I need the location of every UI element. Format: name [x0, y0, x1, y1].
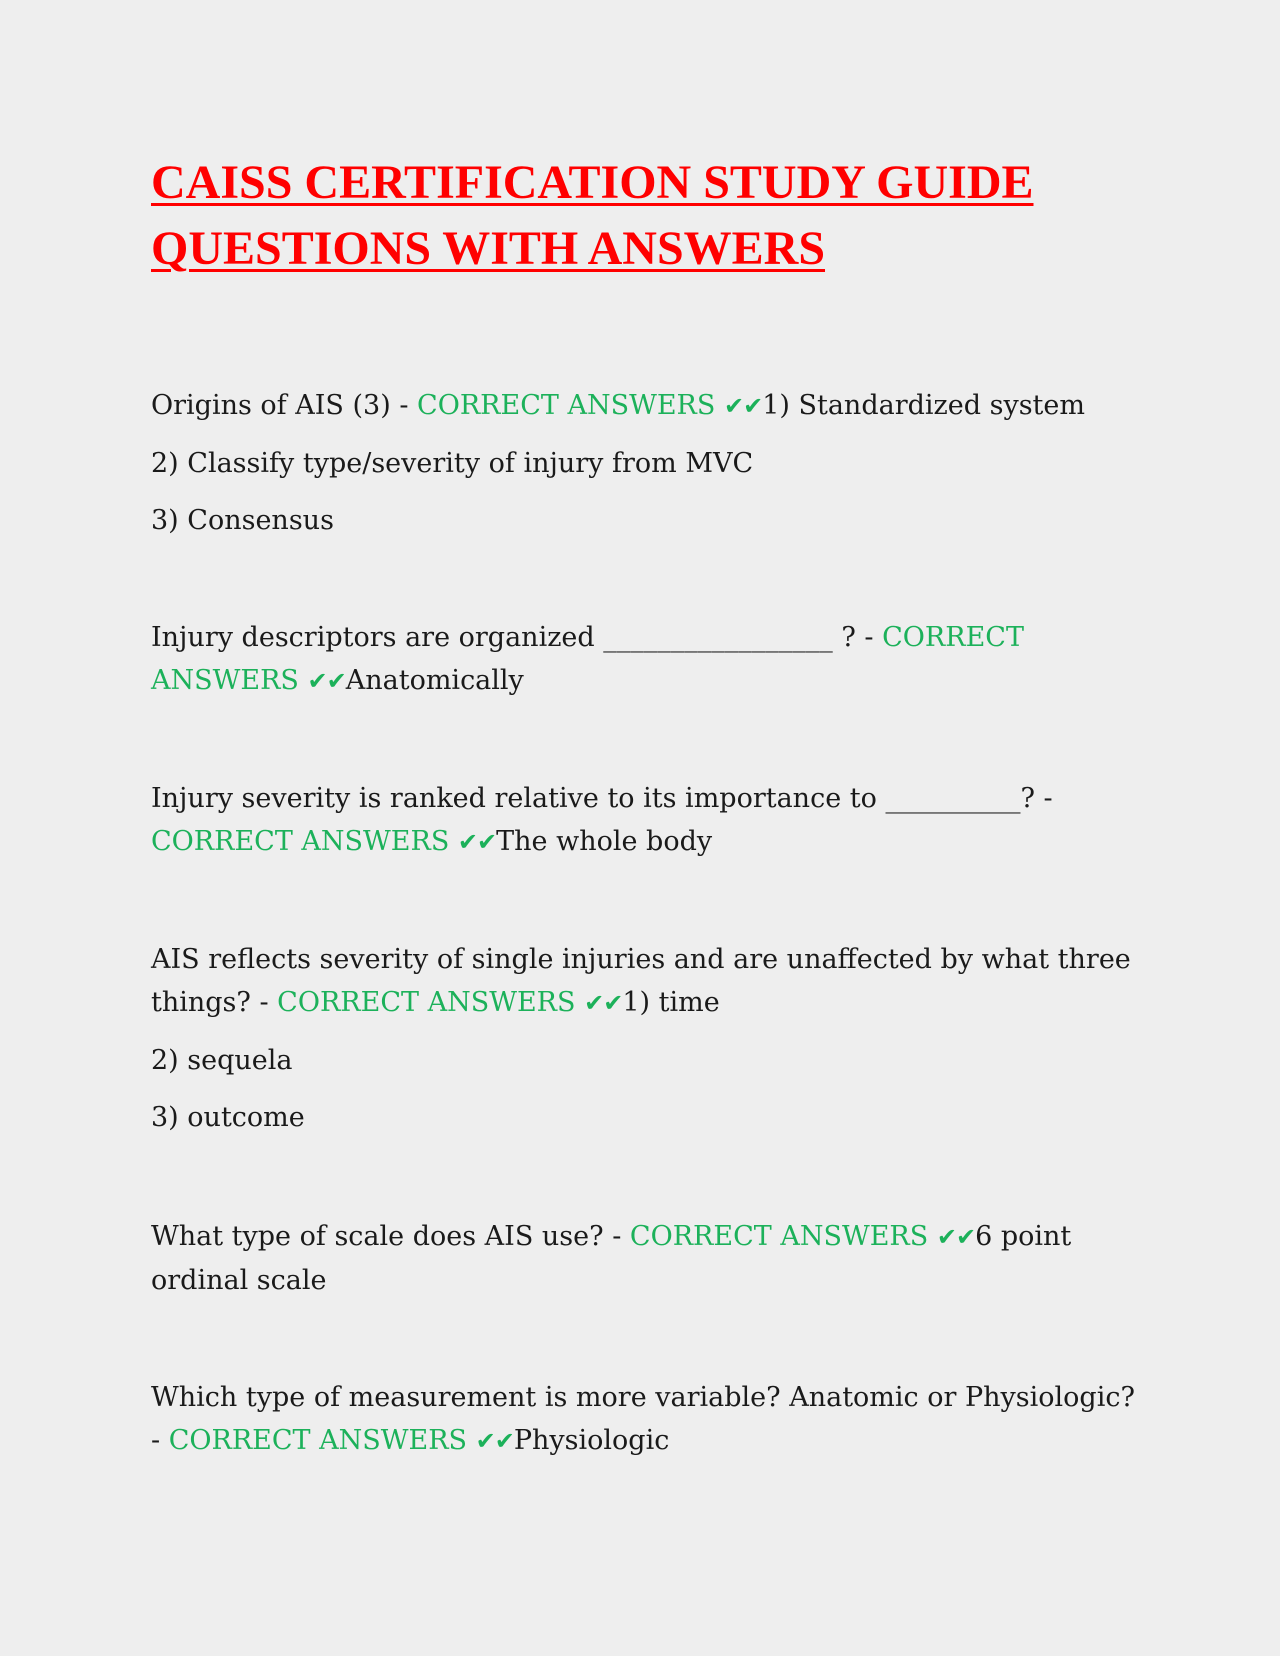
qa-line: [151, 384, 1151, 428]
correct-answers-label: CORRECT ANSWERS: [417, 390, 716, 421]
qa-item-6: [151, 1376, 1151, 1463]
double-check-icon: ✔✔: [475, 1427, 514, 1455]
page-title: [151, 150, 1151, 282]
double-check-icon: ✔✔: [723, 392, 763, 420]
qa-line: [151, 1215, 1131, 1302]
qa-line: [151, 1376, 1151, 1463]
correct-answers-label: CORRECT ANSWERS: [151, 826, 450, 857]
qa-item-3: [151, 777, 1131, 864]
correct-answers-label: CORRECT ANSWERS: [168, 1425, 468, 1456]
correct-answers-label: CORRECT ANSWERS: [151, 622, 1024, 696]
answer-continuation: 3) Consensus: [151, 505, 334, 536]
answer-text: 1) time: [622, 987, 720, 1018]
double-check-icon: ✔✔: [584, 989, 623, 1017]
qa-line: [151, 616, 1131, 703]
answer-text: The whole body: [496, 826, 713, 857]
title-line-2: QUESTIONS WITH ANSWERS: [151, 222, 826, 275]
answer-text: Physiologic: [513, 1425, 670, 1456]
answer-text: 1) Standardized system: [762, 390, 1085, 421]
double-check-icon: ✔✔: [307, 667, 346, 695]
qa-item-2: [151, 616, 1131, 703]
qa-item-1: [151, 384, 1151, 542]
answer-continuation: 2) Classify type/severity of injury from MVC: [151, 448, 754, 479]
qa-item-5: [151, 1215, 1131, 1302]
question-text: Origins of AIS (3) -: [151, 390, 418, 421]
correct-answers-label: CORRECT ANSWERS: [629, 1221, 929, 1252]
qa-item-4: [151, 938, 1131, 1139]
question-text: What type of scale does AIS use? -: [151, 1221, 630, 1252]
answer-continuation: 3) outcome: [151, 1102, 305, 1133]
title-line-1: CAISS CERTIFICATION STUDY GUIDE: [151, 156, 1034, 209]
question-text: Which type of measurement is more variable? Anatomic or Physiologic? -: [151, 1382, 1135, 1456]
question-text: AIS reflects severity of single injuries and are unaffected by what three things? -: [151, 944, 1131, 1018]
qa-line: [151, 777, 1131, 864]
answer-text: 6 point ordinal scale: [151, 1221, 1072, 1296]
qa-line: [151, 938, 1131, 1025]
double-check-icon: ✔✔: [936, 1223, 976, 1251]
question-text: Injury severity is ranked relative to its importance to __________? -: [151, 783, 1053, 814]
correct-answers-label: CORRECT ANSWERS: [277, 987, 576, 1018]
answer-text: Anatomically: [345, 665, 524, 696]
question-text: Injury descriptors are organized _________________ ? -: [151, 622, 883, 653]
answer-continuation: 2) sequela: [151, 1045, 293, 1076]
double-check-icon: ✔✔: [457, 828, 497, 856]
